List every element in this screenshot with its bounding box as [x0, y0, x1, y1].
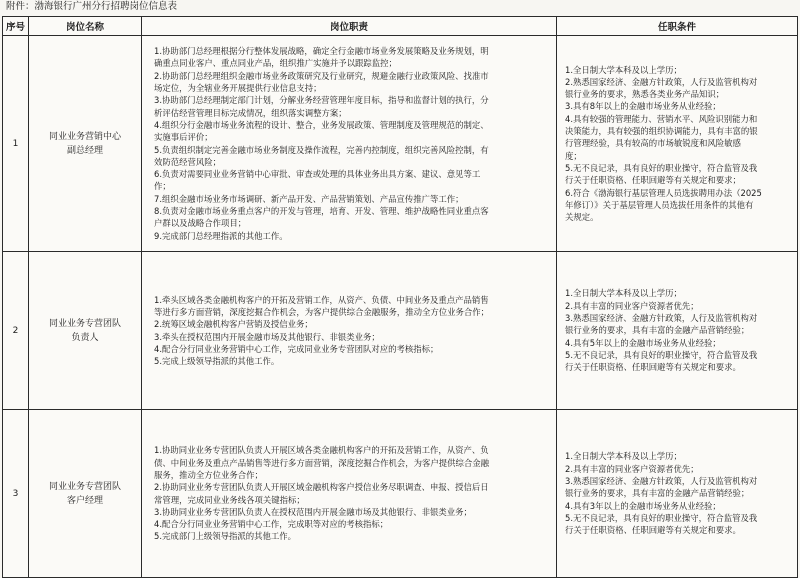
job-duties	[142, 410, 557, 578]
text-line: 关规定。	[565, 212, 599, 223]
header-duties: 岗位职责	[142, 17, 557, 36]
job-duties	[142, 252, 557, 410]
text-line: 8.负责对金融市场业务重点客户的开发与管理，培育、开发、管理、维护战略性同业重点客	[154, 205, 489, 216]
job-title	[29, 36, 142, 252]
text-line: 5.完成部门上级领导指派的其他工作。	[154, 531, 296, 542]
text-line: 4.具有5年以上的金融市场业务从业经验；	[565, 337, 721, 348]
text-line: 3.协助部门总经理制定部门计划，分解业务经营管理年度目标，指导和监督计划的执行，分	[154, 95, 489, 106]
text-line: 4.具有3年以上的金融市场业务从业经验；	[565, 500, 721, 511]
row-number: 3	[3, 410, 29, 578]
text-line: 4.组织分行金融市场业务流程的设计、整合，业务发展政策、管理制度及管理规范的制定、	[154, 119, 489, 130]
text-line: 同业业务营销中心	[48, 131, 121, 142]
text-line: 1.全日制大学本科及以上学历；	[565, 451, 682, 462]
text-line: 2.具有丰富的同业客户资源者优先；	[565, 463, 699, 474]
table-header-row	[3, 17, 798, 36]
text-line: 债、中间业务及重点产品销售等进行多方面营销，深度挖掘合作机会，为客户提供综合金融	[154, 457, 489, 468]
text-line: 4.具有较强的管理能力、营销水平、风险识别能力和	[565, 113, 758, 124]
job-duties	[142, 36, 557, 252]
text-line: 1.全日制大学本科及以上学历；	[565, 64, 682, 75]
text-line: 2.协助同业业务专营团队负责人开展区域金融机构客户授信业务尽职调查、申报、授信后日	[154, 482, 489, 493]
header-name: 岗位名称	[29, 17, 142, 36]
text-line: 1.牵头区域各类金融机构客户的开拓及营销工作，从资产、负债、中间业务及重点产品销售	[154, 294, 489, 305]
job-requirements	[557, 410, 798, 578]
text-line: 6.负责对需要同业业务营销中心审批、审查或处理的具体业务出具方案、建议、意见等工	[154, 169, 481, 180]
text-line: 4.配合分行同业业务营销中心工作，完成职等对应的考核指标；	[154, 519, 389, 530]
text-line: 1.协助同业业务专营团队负责人开展区域各类金融机构客户的开拓及营销工作，从资产、负	[154, 445, 489, 456]
text-line: 行关于任职资格、任职回避等有关规定和要求。	[565, 362, 741, 373]
text-line: 服务，推动全方位业务合作；	[154, 469, 263, 480]
table-row	[3, 36, 798, 252]
text-line: 1.全日制大学本科及以上学历；	[565, 288, 682, 299]
row-number: 2	[3, 252, 29, 410]
text-line: 9.完成部门总经理指派的其他工作。	[154, 230, 288, 241]
text-line: 负责人	[71, 332, 99, 343]
text-line: 行管理经验，具有较高的市场敏锐度和风险敏感	[565, 138, 741, 149]
text-line: 7.组织金融市场业务市场调研、新产品开发、产品营销策划、产品宣传推广等工作；	[154, 193, 464, 204]
text-line: 年修订）》关于基层管理人员选拔任用条件的其他有	[565, 199, 754, 210]
text-line: 5.无不良记录，具有良好的职业操守，符合监管及我	[565, 512, 758, 523]
text-line: 等进行多方面营销，深度挖掘合作机会，为客户提供综合金融服务，推动全方位业务合作；	[154, 306, 489, 317]
text-line: 银行业务的要求，具有丰富的金融产品营销经验；	[565, 488, 750, 499]
job-info-table	[2, 16, 798, 578]
text-line: 场定位，为全辖业务开展提供行业信息支持；	[154, 83, 322, 94]
text-line: 5.完成上级领导指派的其他工作。	[154, 356, 280, 367]
text-line: 同业业务专营团队	[48, 318, 121, 329]
text-line: 3.熟悉国家经济、金融方针政策，人行及监管机构对	[565, 476, 758, 487]
table-row	[3, 410, 798, 578]
text-line: 2.统筹区域金融机构客户营销及授信业务；	[154, 319, 313, 330]
text-line: 5.负责组织制定完善金融市场业务制度及操作流程，完善内控制度，组织完善风险控制，有	[154, 144, 489, 155]
text-line: 实施事后评价；	[154, 132, 213, 143]
text-line: 确重点同业客户、重点同业产品，组织推广实施并予以跟踪监控；	[154, 58, 397, 69]
text-line: 3.协助同业业务专营团队负责人在授权范围内开展金融市场及其他银行、非银类业务；	[154, 506, 472, 517]
text-line: 客户经理	[66, 495, 103, 506]
text-line: 行关于任职资格、任职回避等有关规定和要求。	[565, 525, 741, 536]
text-line: 5.无不良记录，具有良好的职业操守，符合监管及我	[565, 162, 758, 173]
text-line: 决策能力，具有较强的组织协调能力，具有丰富的银	[565, 126, 758, 137]
text-line: 2.熟悉国家经济、金融方针政策，人行及监管机构对	[565, 76, 758, 87]
job-title	[29, 410, 142, 578]
text-line: 银行业务的要求，具有丰富的金融产品营销经验；	[565, 325, 750, 336]
attachment-caption: 附件：渤海银行广州分行招聘岗位信息表	[6, 1, 178, 12]
text-line: 作；	[154, 181, 171, 192]
header-no: 序号	[3, 17, 29, 36]
header-requirements: 任职条件	[557, 17, 798, 36]
text-line: 3.具有8年以上的金融市场业务从业经验；	[565, 101, 721, 112]
text-line: 5.无不良记录，具有良好的职业操守，符合监管及我	[565, 349, 758, 360]
job-requirements	[557, 252, 798, 410]
text-line: 6.符合《渤海银行基层管理人员选拔聘用办法（2025	[565, 187, 762, 198]
table-body	[3, 36, 798, 578]
text-line: 1.协助部门总经理根据分行整体发展战略，确定全行金融市场业务发展策略及业务规划，明	[154, 46, 489, 57]
text-line: 户群以及战略合作项目；	[154, 218, 247, 229]
text-line: 同业业务专营团队	[48, 481, 121, 492]
text-line: 3.熟悉国家经济、金融方针政策，人行及监管机构对	[565, 313, 758, 324]
job-title	[29, 252, 142, 410]
text-line: 4.配合分行同业业务营销中心工作，完成同业业务专营团队对应的考核指标；	[154, 343, 439, 354]
text-line: 副总经理	[66, 145, 103, 156]
text-line: 度；	[565, 150, 582, 161]
job-requirements	[557, 36, 798, 252]
text-line: 3.牵头在授权范围内开展金融市场及其他银行、非银类业务；	[154, 331, 380, 342]
table-row	[3, 252, 798, 410]
text-line: 效防范经营风险；	[154, 156, 221, 167]
row-number: 1	[3, 36, 29, 252]
text-line: 2.具有丰富的同业客户资源者优先；	[565, 300, 699, 311]
text-line: 析评估经营管理目标完成情况，组织落实调整方案；	[154, 107, 347, 118]
text-line: 常管理，完成同业业务线各项关键指标；	[154, 494, 305, 505]
text-line: 银行业务的要求，熟悉各类业务产品知识；	[565, 89, 725, 100]
text-line: 行关于任职资格、任职回避等有关规定和要求；	[565, 175, 741, 186]
text-line: 2.协助部门总经理组织金融市场业务政策研究及行业研究，规避金融行业政策风险、找准市	[154, 70, 489, 81]
